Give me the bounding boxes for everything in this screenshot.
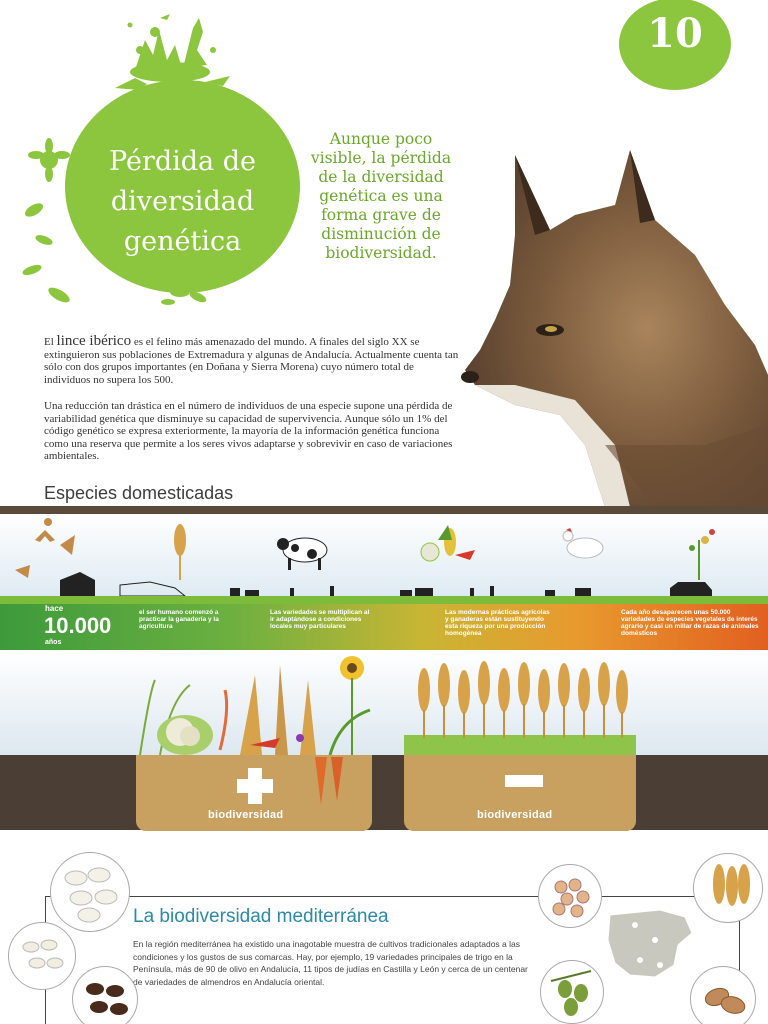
monoculture-wheat-illustration	[404, 650, 636, 760]
lynx-highlight: lince ibérico	[56, 333, 132, 349]
lynx-paragraph-text: es el felino más amenazado del mundo. A finales del siglo XX se extinguieron sus poblaciones de Extremadura y algunas de Andalucía. Actualmente cuenta tan sólo con dos grupos importantes (en Doñana y Sierra Morena) cuyo número total de individuos no supera los 500.	[44, 336, 459, 386]
title-line-2: diversidad	[110, 186, 255, 217]
spain-map-image	[600, 905, 700, 985]
small-white-beans-image	[8, 922, 76, 990]
olives-image	[540, 960, 604, 1024]
wheat-icon	[174, 524, 186, 580]
timeline-ground	[0, 596, 768, 604]
page-number-badge	[619, 0, 731, 90]
chicken-icon	[563, 528, 603, 558]
soil-band	[0, 755, 768, 830]
plus-sign-horizontal	[237, 779, 273, 793]
almonds-image	[690, 966, 756, 1024]
timeline-label-4: Cada año desaparecen unas 50.000 variedades de especies vegetales de interés agrario y casi un millar de razas de animales domésticos	[621, 609, 759, 637]
biodiversity-scene-sky	[0, 650, 768, 755]
lynx-paragraph-lead: El	[44, 336, 57, 348]
plant-icon	[689, 529, 715, 580]
timeline-years-unit: años	[45, 639, 62, 646]
less-biodiversity-label: biodiversidad	[477, 809, 553, 821]
timeline-hace: hace	[45, 604, 64, 613]
more-biodiversity-label: biodiversidad	[208, 809, 284, 821]
diverse-crops-illustration	[130, 650, 380, 760]
cave-painting-icon	[15, 518, 75, 578]
mediterranean-heading: La biodiversidad mediterránea	[133, 906, 389, 927]
white-beans-image	[50, 852, 130, 932]
title-circle	[65, 80, 300, 293]
intro-statement: Aunque poco visible, la pérdida de la diversidad genética es una forma grave de disminución de biodiversidad.	[310, 130, 452, 262]
timeline-label-2: Las variedades se multiplican al ir adaptándose a condiciones locales muy particulares	[270, 609, 370, 630]
minus-sign	[505, 775, 543, 787]
vegetables-icon	[421, 525, 475, 561]
wheat-ears-image	[693, 853, 763, 923]
timeline-label-3: Las modernas prácticas agrícolas y ganaderas están sustituyendo esta riqueza por una producción homogénea	[445, 609, 550, 637]
timeline-illustrations	[0, 510, 768, 602]
carrots-illustration	[305, 755, 350, 810]
timeline-label-1: el ser humano comenzó a practicar la ganadería y la agricultura	[139, 609, 219, 630]
title-line-3: genética	[123, 226, 242, 257]
timeline-years-number: 10.000	[44, 613, 112, 638]
iberian-lynx-image	[455, 145, 768, 507]
mediterranean-text: En la región mediterránea ha existido una inagotable muestra de cultivos tradicionales adaptados a las condiciones y los gustos de sus comarcas. Hay, por ejemplo, 19 variedades principales de trigo en la Península, más de 90 de olivo en Andalucía, 11 tipos de judías en Castilla y León y cerca de un centenar de variedades de almendros en Andalucía oriental.	[133, 939, 528, 987]
leaf-cluster-decoration	[150, 272, 230, 322]
cow-icon	[277, 538, 327, 570]
dark-beans-image	[72, 966, 138, 1024]
lynx-paragraph	[44, 335, 462, 386]
section-heading-domestic-species: Especies domesticadas	[44, 483, 234, 503]
genetic-variability-paragraph: Una reducción tan drástica en el número de individuos de una especie supone una pérdida de variabilidad genética que disminuye su capacidad de supervivencia. Aunque sólo un 1% del código genético se expresa exteriormente, la mayoría de la información genética funciona como una reserva que permite a los seres vivos adaptarse y sobrevivir en caso de variaciones ambientales.	[44, 400, 453, 462]
chickpeas-image	[538, 864, 602, 928]
page-number: 10	[647, 10, 703, 57]
title-line-1: Pérdida de	[109, 146, 256, 177]
